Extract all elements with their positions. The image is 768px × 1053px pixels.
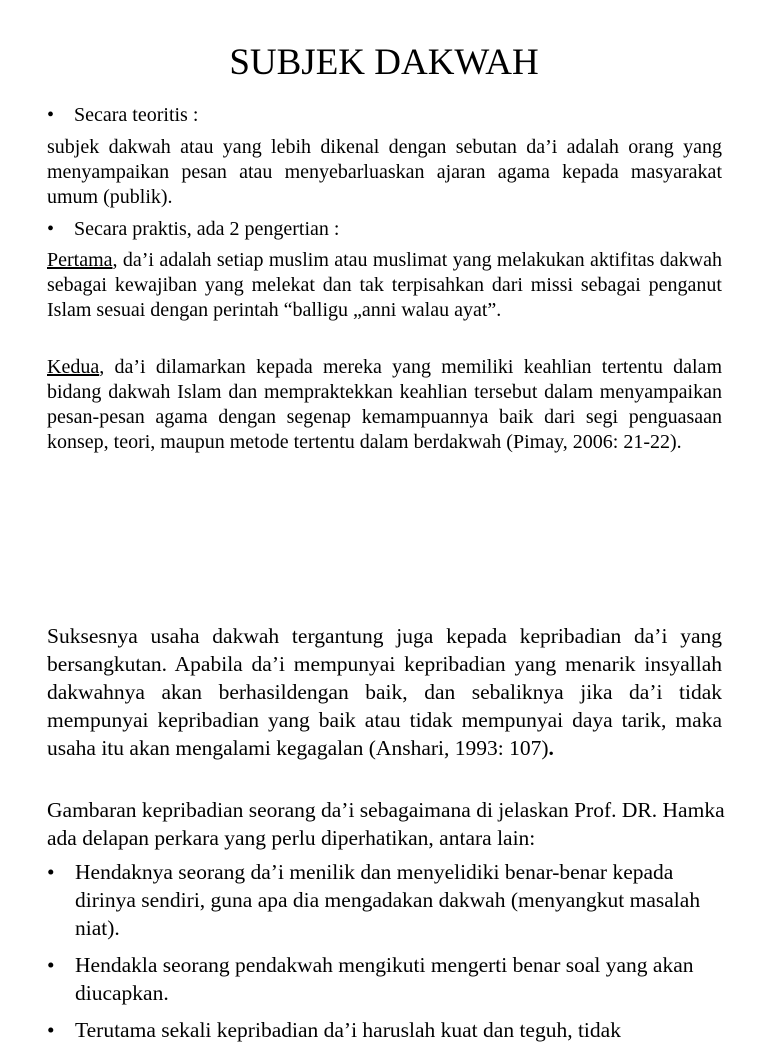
suksesnya-end: . bbox=[548, 736, 554, 760]
paragraph-teoritis: subjek dakwah atau yang lebih dikenal dengan sebutan da’i adalah orang yang menyampaikan pesan atau menyebarluaskan ajaran agama kepada masyarakat umum (publik). bbox=[47, 136, 722, 208]
paragraph-gambaran: Gambaran kepribadian seorang da’i sebagaimana di jelaskan Prof. DR. Hamka ada delapan perkara yang perlu diperhatikan, antara lain: bbox=[47, 798, 725, 850]
suksesnya-text: Suksesnya usaha dakwah tergantung juga kepada kepribadian da’i yang bersangkutan. Apabila da’i mempunyai kepribadian yang menarik insyallah dakwahnya akan berhasildengan baik, dan sebaliknya jika da’i tidak mempunyai kepribadian yang baik atau tidak mempunyai daya tarik, maka usaha itu akan mengalami kegagalan (Anshari, 1993: 107) bbox=[47, 624, 722, 760]
slide-subjek-dakwah bbox=[0, 0, 768, 512]
list-item-text: Hendaknya seorang da’i menilik dan menyelidiki benar-benar kepada dirinya sendiri, guna apa dia mengadakan dakwah (menyangkut masalah niat). bbox=[75, 860, 701, 940]
pertama-text: , da’i adalah setiap muslim atau muslimat yang melakukan aktifitas dakwah sebagai kewajiban yang melekat dan tak terpisahkan dari missi sebagai penganut Islam sesuai dengan perintah “balligu „anni walau ayat”. bbox=[47, 249, 722, 321]
list-item bbox=[47, 951, 722, 1007]
bullet-dot: • bbox=[47, 953, 55, 977]
slide-kepribadian-dai bbox=[0, 512, 768, 1042]
bullet-secara-praktis bbox=[47, 217, 722, 242]
paragraph-kedua bbox=[47, 355, 722, 455]
slide-title: SUBJEK DAKWAH bbox=[229, 42, 539, 83]
bullet-dot: • bbox=[47, 860, 55, 884]
bullet-text: Secara teoritis : bbox=[74, 104, 199, 126]
list-item bbox=[47, 1016, 722, 1044]
list-item-text: Terutama sekali kepribadian da’i haruslah kuat dan teguh, tidak bbox=[75, 1018, 621, 1042]
list-item-text: Hendakla seorang pendakwah mengikuti mengerti benar soal yang akan diucapkan. bbox=[75, 953, 694, 1005]
bullet-dot: • bbox=[47, 218, 55, 240]
paragraph-suksesnya bbox=[47, 622, 722, 762]
bullet-text: Secara praktis, ada 2 pengertian : bbox=[74, 218, 340, 240]
paragraph-pertama bbox=[47, 248, 722, 323]
list-item bbox=[47, 858, 722, 942]
bullet-secara-teoritis bbox=[47, 103, 722, 128]
kedua-text: , da’i dilamarkan kepada mereka yang memiliki keahlian tertentu dalam bidang dakwah Islam dan mempraktekkan keahlian tersebut dalam menyampaikan pesan-pesan agama dengan segenap kemampuannya baik dari segi penguasaan konsep, teori, maupun metode tertentu dalam berdakwah (Pimay, 2006: 21-22). bbox=[47, 356, 722, 453]
bullet-dot: • bbox=[47, 1018, 55, 1042]
term-pertama: Pertama bbox=[47, 249, 113, 271]
bullet-dot: • bbox=[47, 104, 55, 126]
term-kedua: Kedua bbox=[47, 356, 100, 378]
